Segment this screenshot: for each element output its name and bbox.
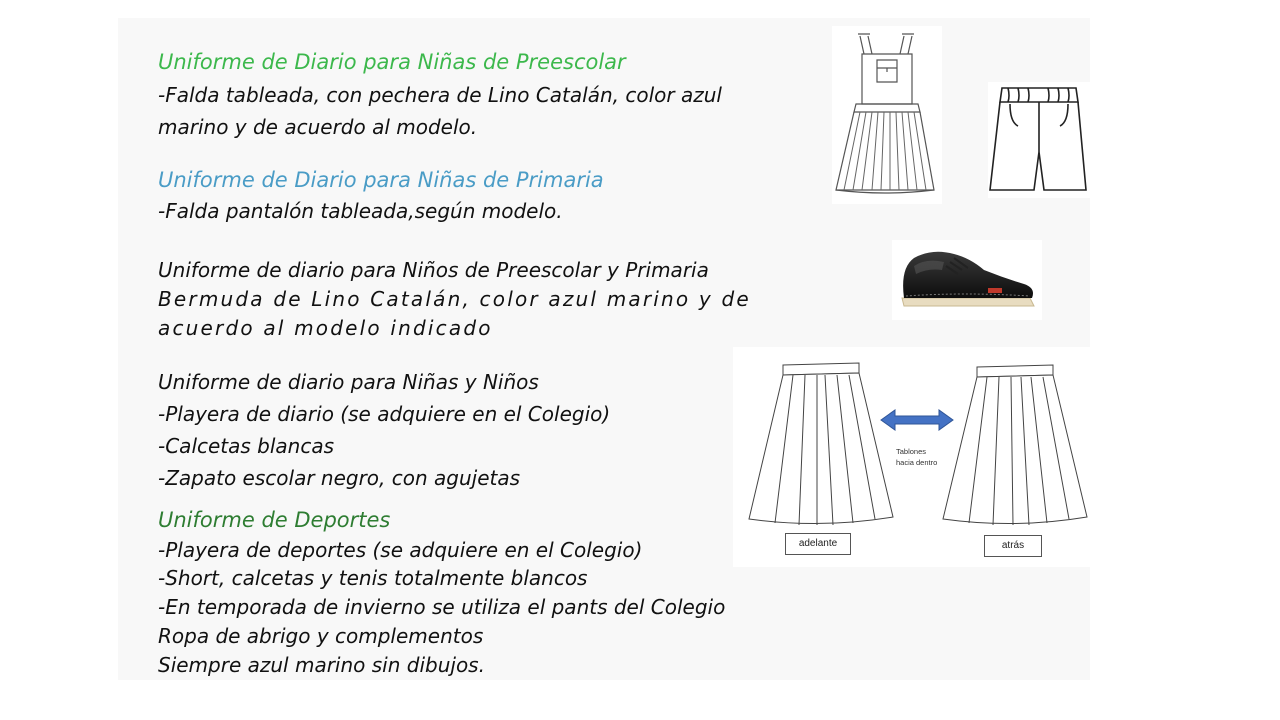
school-shoe-icon (892, 240, 1042, 320)
skirt-note-line2: hacia dentro (896, 458, 938, 467)
list-item: -Short, calcetas y tenis totalmente blancos (158, 566, 588, 590)
heading-preescolar-ninas: Uniforme de Diario para Niñas de Preescolar (158, 50, 626, 74)
list-item: -Playera de deportes (se adquiere en el Colegio) (158, 538, 643, 562)
text-ninos-line2: acuerdo al modelo indicado (158, 316, 493, 340)
text-preescolar-line2: marino y de acuerdo al modelo. (158, 115, 478, 139)
heading-deportes: Uniforme de Deportes (158, 508, 391, 532)
text-primaria-line1: -Falda pantalón tableada,según modelo. (158, 199, 563, 223)
pinafore-dress-icon (832, 26, 942, 204)
skirt-back-label: atrás (984, 535, 1042, 557)
heading-ninos: Uniforme de diario para Niños de Preescolar y Primaria (158, 258, 709, 282)
list-item: -Playera de diario (se adquiere en el Colegio) (158, 402, 611, 426)
skirt-front-label: adelante (785, 533, 851, 555)
heading-ninas-ninos: Uniforme de diario para Niñas y Niños (158, 370, 539, 394)
double-arrow-icon (881, 410, 953, 430)
list-item: Siempre azul marino sin dibujos. (158, 653, 485, 677)
list-item: -Zapato escolar negro, con agujetas (158, 466, 521, 490)
text-ninos-line1: Bermuda de Lino Catalán, color azul marino y de (158, 287, 751, 311)
list-item: -Calcetas blancas (158, 434, 335, 458)
skirt-note-line1: Tablones (896, 447, 927, 456)
list-item: Ropa de abrigo y complementos (158, 624, 484, 648)
list-item: -En temporada de invierno se utiliza el pants del Colegio (158, 595, 726, 619)
text-preescolar-line1: -Falda tableada, con pechera de Lino Catalán, color azul (158, 83, 722, 107)
shorts-icon (988, 82, 1090, 198)
heading-primaria-ninas: Uniforme de Diario para Niñas de Primaria (158, 168, 604, 192)
